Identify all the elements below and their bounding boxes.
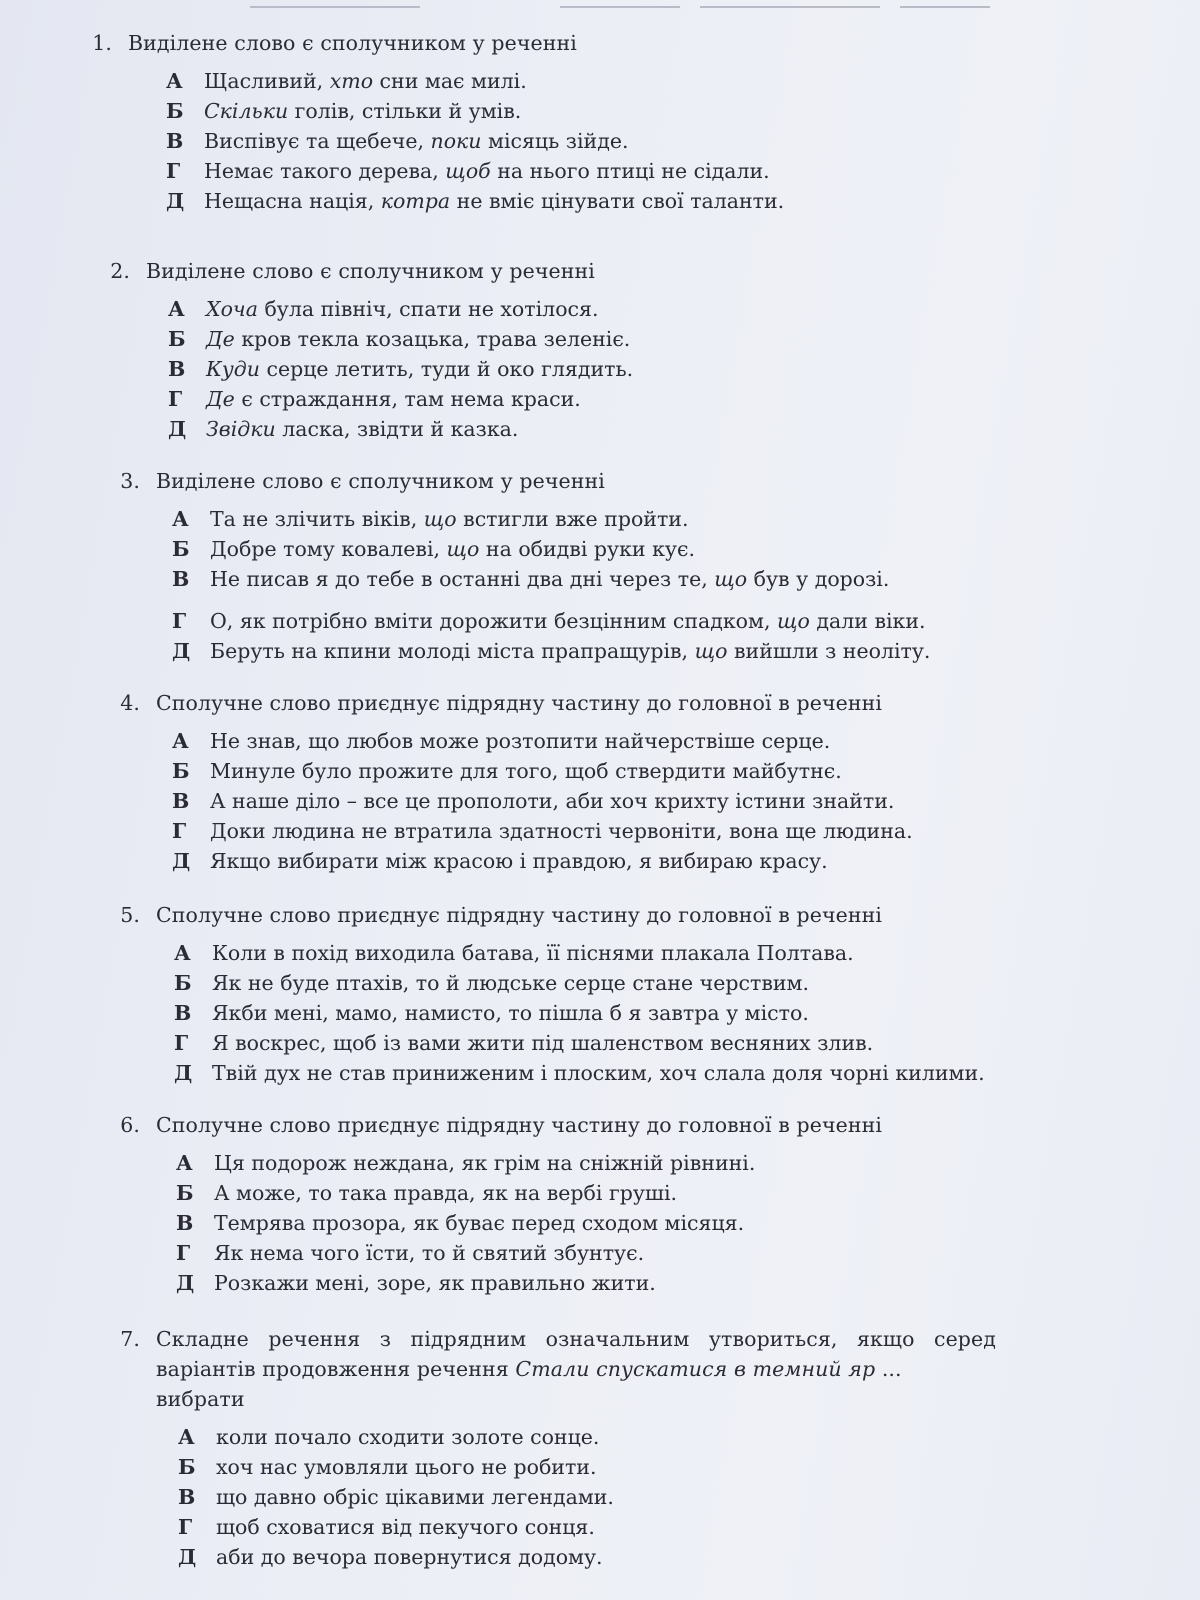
- options-list: [100, 504, 1200, 666]
- option-g[interactable]: [166, 156, 1200, 186]
- option-text: Беруть на кпини молоді міста прапращурів, що вийшли з неоліту.: [210, 639, 931, 663]
- option-b[interactable]: [166, 96, 1200, 126]
- highlighted-word: що: [714, 567, 748, 591]
- options-list: [72, 66, 1200, 216]
- option-d[interactable]: [174, 1058, 1200, 1088]
- option-g[interactable]: [172, 606, 1200, 636]
- option-text: Нещасна нація, котра не вміє цінувати свої таланти.: [204, 189, 785, 213]
- question-number: 1.: [92, 31, 112, 55]
- highlighted-word: Звідки: [206, 417, 276, 441]
- highlighted-word: котра: [380, 189, 451, 213]
- option-text: А наше діло – все це прополоти, аби хоч крихту істини знайти.: [210, 789, 895, 813]
- highlighted-word: Куди: [206, 357, 260, 381]
- option-text: Немає такого дерева, щоб на нього птиці не сідали.: [204, 159, 770, 183]
- option-a[interactable]: [172, 504, 1200, 534]
- option-letter: В: [176, 1211, 194, 1235]
- highlighted-word: щоб: [445, 159, 491, 183]
- highlighted-phrase: Стали спускатися в темний яр: [515, 1357, 876, 1381]
- option-letter: А: [178, 1425, 195, 1449]
- highlighted-word: Скільки: [204, 99, 289, 123]
- option-a[interactable]: [178, 1422, 1200, 1452]
- option-letter: А: [172, 729, 189, 753]
- question-number: 3.: [120, 469, 140, 493]
- option-letter: Б: [174, 971, 192, 995]
- options-list: [90, 294, 1200, 444]
- option-letter: А: [166, 69, 183, 93]
- highlighted-word: що: [777, 609, 810, 633]
- option-d[interactable]: [172, 636, 1200, 666]
- option-letter: Б: [176, 1181, 194, 1205]
- option-b[interactable]: [172, 534, 1200, 564]
- top-edge-mark: [700, 6, 880, 8]
- question-4: [0, 688, 1200, 876]
- option-text: коли почало сходити золоте сонце.: [216, 1425, 600, 1449]
- option-g[interactable]: [174, 1028, 1200, 1058]
- option-v[interactable]: [172, 786, 1200, 816]
- option-letter: Б: [172, 537, 190, 561]
- question-header: [100, 1324, 1200, 1414]
- option-text: Я воскрес, щоб із вами жити під шаленством весняних злив.: [212, 1031, 874, 1055]
- option-letter: Г: [172, 819, 187, 843]
- question-number: 6.: [120, 1113, 140, 1137]
- option-a[interactable]: [168, 294, 1200, 324]
- question-number: 2.: [110, 259, 130, 283]
- option-text: Щасливий, хто сни має милі.: [204, 69, 527, 93]
- option-v[interactable]: [178, 1482, 1200, 1512]
- option-letter: Г: [168, 387, 183, 411]
- question-text: Виділене слово є сполучником у реченні: [128, 31, 577, 55]
- option-letter: Г: [166, 159, 181, 183]
- option-letter: В: [166, 129, 184, 153]
- highlighted-word: Де: [206, 387, 235, 411]
- option-text: Доки людина не втратила здатності червоніти, вона ще людина.: [210, 819, 913, 843]
- option-text: Як нема чого їсти, то й святий збунтує.: [214, 1241, 645, 1265]
- option-letter: Д: [176, 1271, 195, 1295]
- option-d[interactable]: [176, 1268, 1200, 1298]
- question-header: [100, 688, 1200, 718]
- option-letter: Г: [172, 609, 187, 633]
- question-text-line-2: варіантів продовження речення Стали спускатися в темний яр ... вибрати: [156, 1357, 902, 1411]
- highlighted-word: Де: [206, 327, 235, 351]
- option-b[interactable]: [174, 968, 1200, 998]
- option-letter: А: [168, 297, 185, 321]
- option-text: Добре тому ковалеві, що на обидві руки кує.: [210, 537, 695, 561]
- highlighted-word: Хоча: [206, 297, 258, 321]
- option-v[interactable]: [176, 1208, 1200, 1238]
- option-text: Минуле було прожите для того, щоб ствердити майбутнє.: [210, 759, 842, 783]
- spacer: [172, 594, 1200, 606]
- option-letter: Д: [174, 1061, 193, 1085]
- option-text: Коли в похід виходила батава, її піснями плакала Полтава.: [212, 941, 854, 965]
- question-2: [0, 256, 1200, 444]
- question-text: Виділене слово є сполучником у реченні: [156, 469, 605, 493]
- question-text-line-1: Складне речення з підрядним означальним утвориться, якщо серед: [156, 1327, 996, 1351]
- option-text: Де є страждання, там нема краси.: [206, 387, 581, 411]
- option-v[interactable]: [166, 126, 1200, 156]
- question-number: 7.: [120, 1327, 140, 1351]
- option-d[interactable]: [166, 186, 1200, 216]
- option-letter: В: [174, 1001, 192, 1025]
- option-text: Та не злічить віків, що встигли вже пройти.: [210, 507, 689, 531]
- option-letter: В: [172, 789, 190, 813]
- option-b[interactable]: [168, 324, 1200, 354]
- top-edge-mark: [560, 6, 680, 8]
- option-text: Не писав я до тебе в останні два дні через те, що був у дорозі.: [210, 567, 890, 591]
- option-a[interactable]: [166, 66, 1200, 96]
- question-7: [0, 1324, 1200, 1572]
- option-letter: В: [168, 357, 186, 381]
- question-text: [156, 1324, 996, 1414]
- question-5: [0, 900, 1200, 1088]
- highlighted-word: поки: [430, 129, 482, 153]
- top-edge-mark: [900, 6, 990, 8]
- options-list: [100, 938, 1200, 1088]
- option-text: Де кров текла козацька, трава зеленіє.: [206, 327, 631, 351]
- question-number: 5.: [120, 903, 140, 927]
- option-text: аби до вечора повернутися додому.: [216, 1545, 603, 1569]
- option-letter: Г: [176, 1241, 191, 1265]
- option-letter: Б: [168, 327, 186, 351]
- option-text: Виспівує та щебече, поки місяць зійде.: [204, 129, 629, 153]
- option-letter: В: [172, 567, 190, 591]
- option-v[interactable]: [168, 354, 1200, 384]
- option-text: Ця подорож неждана, як грім на сніжній рівнині.: [214, 1151, 756, 1175]
- option-text: Розкажи мені, зоре, як правильно жити.: [214, 1271, 656, 1295]
- option-g[interactable]: [168, 384, 1200, 414]
- question-header: [90, 256, 1200, 286]
- option-letter: Д: [172, 639, 191, 663]
- option-text: Не знав, що любов може розтопити найчерствіше серце.: [210, 729, 831, 753]
- option-letter: Г: [174, 1031, 189, 1055]
- option-text: Якщо вибирати між красою і правдою, я вибираю красу.: [210, 849, 828, 873]
- option-a[interactable]: [172, 726, 1200, 756]
- option-letter: А: [176, 1151, 193, 1175]
- option-letter: Б: [172, 759, 190, 783]
- option-letter: Д: [172, 849, 191, 873]
- option-v[interactable]: [174, 998, 1200, 1028]
- question-text: Виділене слово є сполучником у реченні: [146, 259, 595, 283]
- options-list: [100, 1422, 1200, 1572]
- question-text: Сполучне слово приєднує підрядну частину до головної в реченні: [156, 691, 883, 715]
- option-b[interactable]: [172, 756, 1200, 786]
- option-text: що давно обріс цікавими легендами.: [216, 1485, 614, 1509]
- option-v[interactable]: [172, 564, 1200, 594]
- option-letter: Д: [166, 189, 185, 213]
- option-a[interactable]: [176, 1148, 1200, 1178]
- option-g[interactable]: [178, 1512, 1200, 1542]
- question-header: [100, 466, 1200, 496]
- question-number: 4.: [120, 691, 140, 715]
- option-d[interactable]: [172, 846, 1200, 876]
- question-6: [0, 1110, 1200, 1298]
- option-letter: Д: [178, 1545, 197, 1569]
- highlighted-word: хто: [329, 69, 374, 93]
- option-text: Як не буде птахів, то й людське серце стане черствим.: [212, 971, 809, 995]
- top-edge-mark: [250, 6, 420, 8]
- option-text: щоб сховатися від пекучого сонця.: [216, 1515, 595, 1539]
- option-text: Хоча була північ, спати не хотілося.: [206, 297, 599, 321]
- option-text: О, як потрібно вміти дорожити безцінним спадком, що дали віки.: [210, 609, 926, 633]
- option-text: Твій дух не став приниженим і плоским, хоч слала доля чорні килими.: [212, 1061, 985, 1085]
- option-text: Темрява прозора, як буває перед сходом місяця.: [214, 1211, 745, 1235]
- option-text: Звідки ласка, звідти й казка.: [206, 417, 519, 441]
- options-list: [100, 1148, 1200, 1298]
- highlighted-word: що: [446, 537, 480, 561]
- option-b[interactable]: [176, 1178, 1200, 1208]
- option-letter: Д: [168, 417, 187, 441]
- option-letter: Г: [178, 1515, 193, 1539]
- question-header: [100, 900, 1200, 930]
- option-letter: Б: [166, 99, 184, 123]
- option-text: Куди серце летить, туди й око глядить.: [206, 357, 634, 381]
- option-g[interactable]: [176, 1238, 1200, 1268]
- option-d[interactable]: [168, 414, 1200, 444]
- option-b[interactable]: [178, 1452, 1200, 1482]
- option-g[interactable]: [172, 816, 1200, 846]
- question-text: Сполучне слово приєднує підрядну частину до головної в реченні: [156, 903, 883, 927]
- question-header: [100, 1110, 1200, 1140]
- options-list: [100, 726, 1200, 876]
- option-letter: Б: [178, 1455, 196, 1479]
- option-a[interactable]: [174, 938, 1200, 968]
- option-text: А може, то така правда, як на вербі груші.: [214, 1181, 678, 1205]
- question-text: Сполучне слово приєднує підрядну частину до головної в реченні: [156, 1113, 883, 1137]
- option-letter: А: [172, 507, 189, 531]
- option-text: хоч нас умовляли цього не робити.: [216, 1455, 597, 1479]
- option-letter: В: [178, 1485, 196, 1509]
- option-text: Скільки голів, стільки й умів.: [204, 99, 522, 123]
- question-1: [0, 28, 1200, 216]
- question-header: [72, 28, 1200, 58]
- highlighted-word: що: [694, 639, 728, 663]
- highlighted-word: що: [423, 507, 457, 531]
- option-text: Якби мені, мамо, намисто, то пішла б я завтра у місто.: [212, 1001, 809, 1025]
- option-letter: А: [174, 941, 191, 965]
- option-d[interactable]: [178, 1542, 1200, 1572]
- question-3: [0, 466, 1200, 666]
